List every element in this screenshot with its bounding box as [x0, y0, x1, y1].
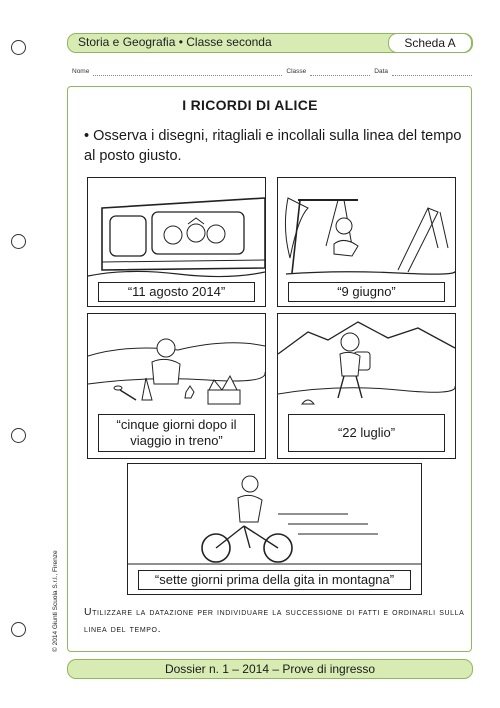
binder-hole-upper	[11, 234, 26, 249]
binder-hole-lower	[11, 428, 26, 443]
date-field[interactable]	[392, 68, 472, 76]
date-label: Data	[374, 68, 388, 75]
header-bar	[67, 33, 473, 53]
caption-box	[288, 282, 445, 302]
name-label: Nome	[72, 68, 90, 75]
caption-box	[138, 570, 411, 590]
class-label: Classe	[286, 68, 307, 75]
panel-caption-line-1: “cinque giorni dopo il	[116, 417, 237, 432]
panel-bicycle[interactable]	[127, 463, 422, 595]
name-field[interactable]	[93, 68, 282, 76]
panel-hiking[interactable]	[277, 313, 456, 459]
page-title: I RICORDI DI ALICE	[182, 97, 318, 113]
copyright-text: © 2014 Giunti Scuola S.r.l., Firenze	[52, 550, 59, 652]
panel-beach[interactable]	[87, 313, 266, 459]
binder-hole-top	[11, 40, 26, 55]
panel-caption: “9 giugno”	[337, 284, 396, 299]
binder-hole-bottom	[11, 622, 26, 637]
class-field[interactable]	[310, 68, 370, 76]
panel-caption: “11 agosto 2014”	[127, 284, 226, 299]
bottom-bar: Dossier n. 1 – 2014 – Prove di ingresso	[67, 659, 473, 679]
sheet-label: Scheda A	[388, 33, 472, 53]
caption-box	[98, 282, 255, 302]
panel-bus[interactable]	[87, 177, 266, 307]
caption-box	[288, 414, 445, 452]
instruction-text: • Osserva i disegni, ritagliali e incollali sulla linea del tempo al posto giusto.	[84, 128, 462, 164]
panel-caption: “22 luglio”	[337, 425, 396, 440]
footer-note: Utilizzare la datazione per individuare la successione di fatti e ordinarli sulla linea del tempo.	[84, 606, 465, 635]
panel-caption-line-2: viaggio in treno”	[130, 433, 223, 448]
caption-box	[98, 414, 255, 452]
panel-caption: “sette giorni prima della gita in montagna”	[154, 572, 395, 587]
subject-label: Storia e Geografia • Classe seconda	[78, 35, 272, 49]
panel-swing[interactable]	[277, 177, 456, 307]
student-fields	[72, 68, 472, 76]
